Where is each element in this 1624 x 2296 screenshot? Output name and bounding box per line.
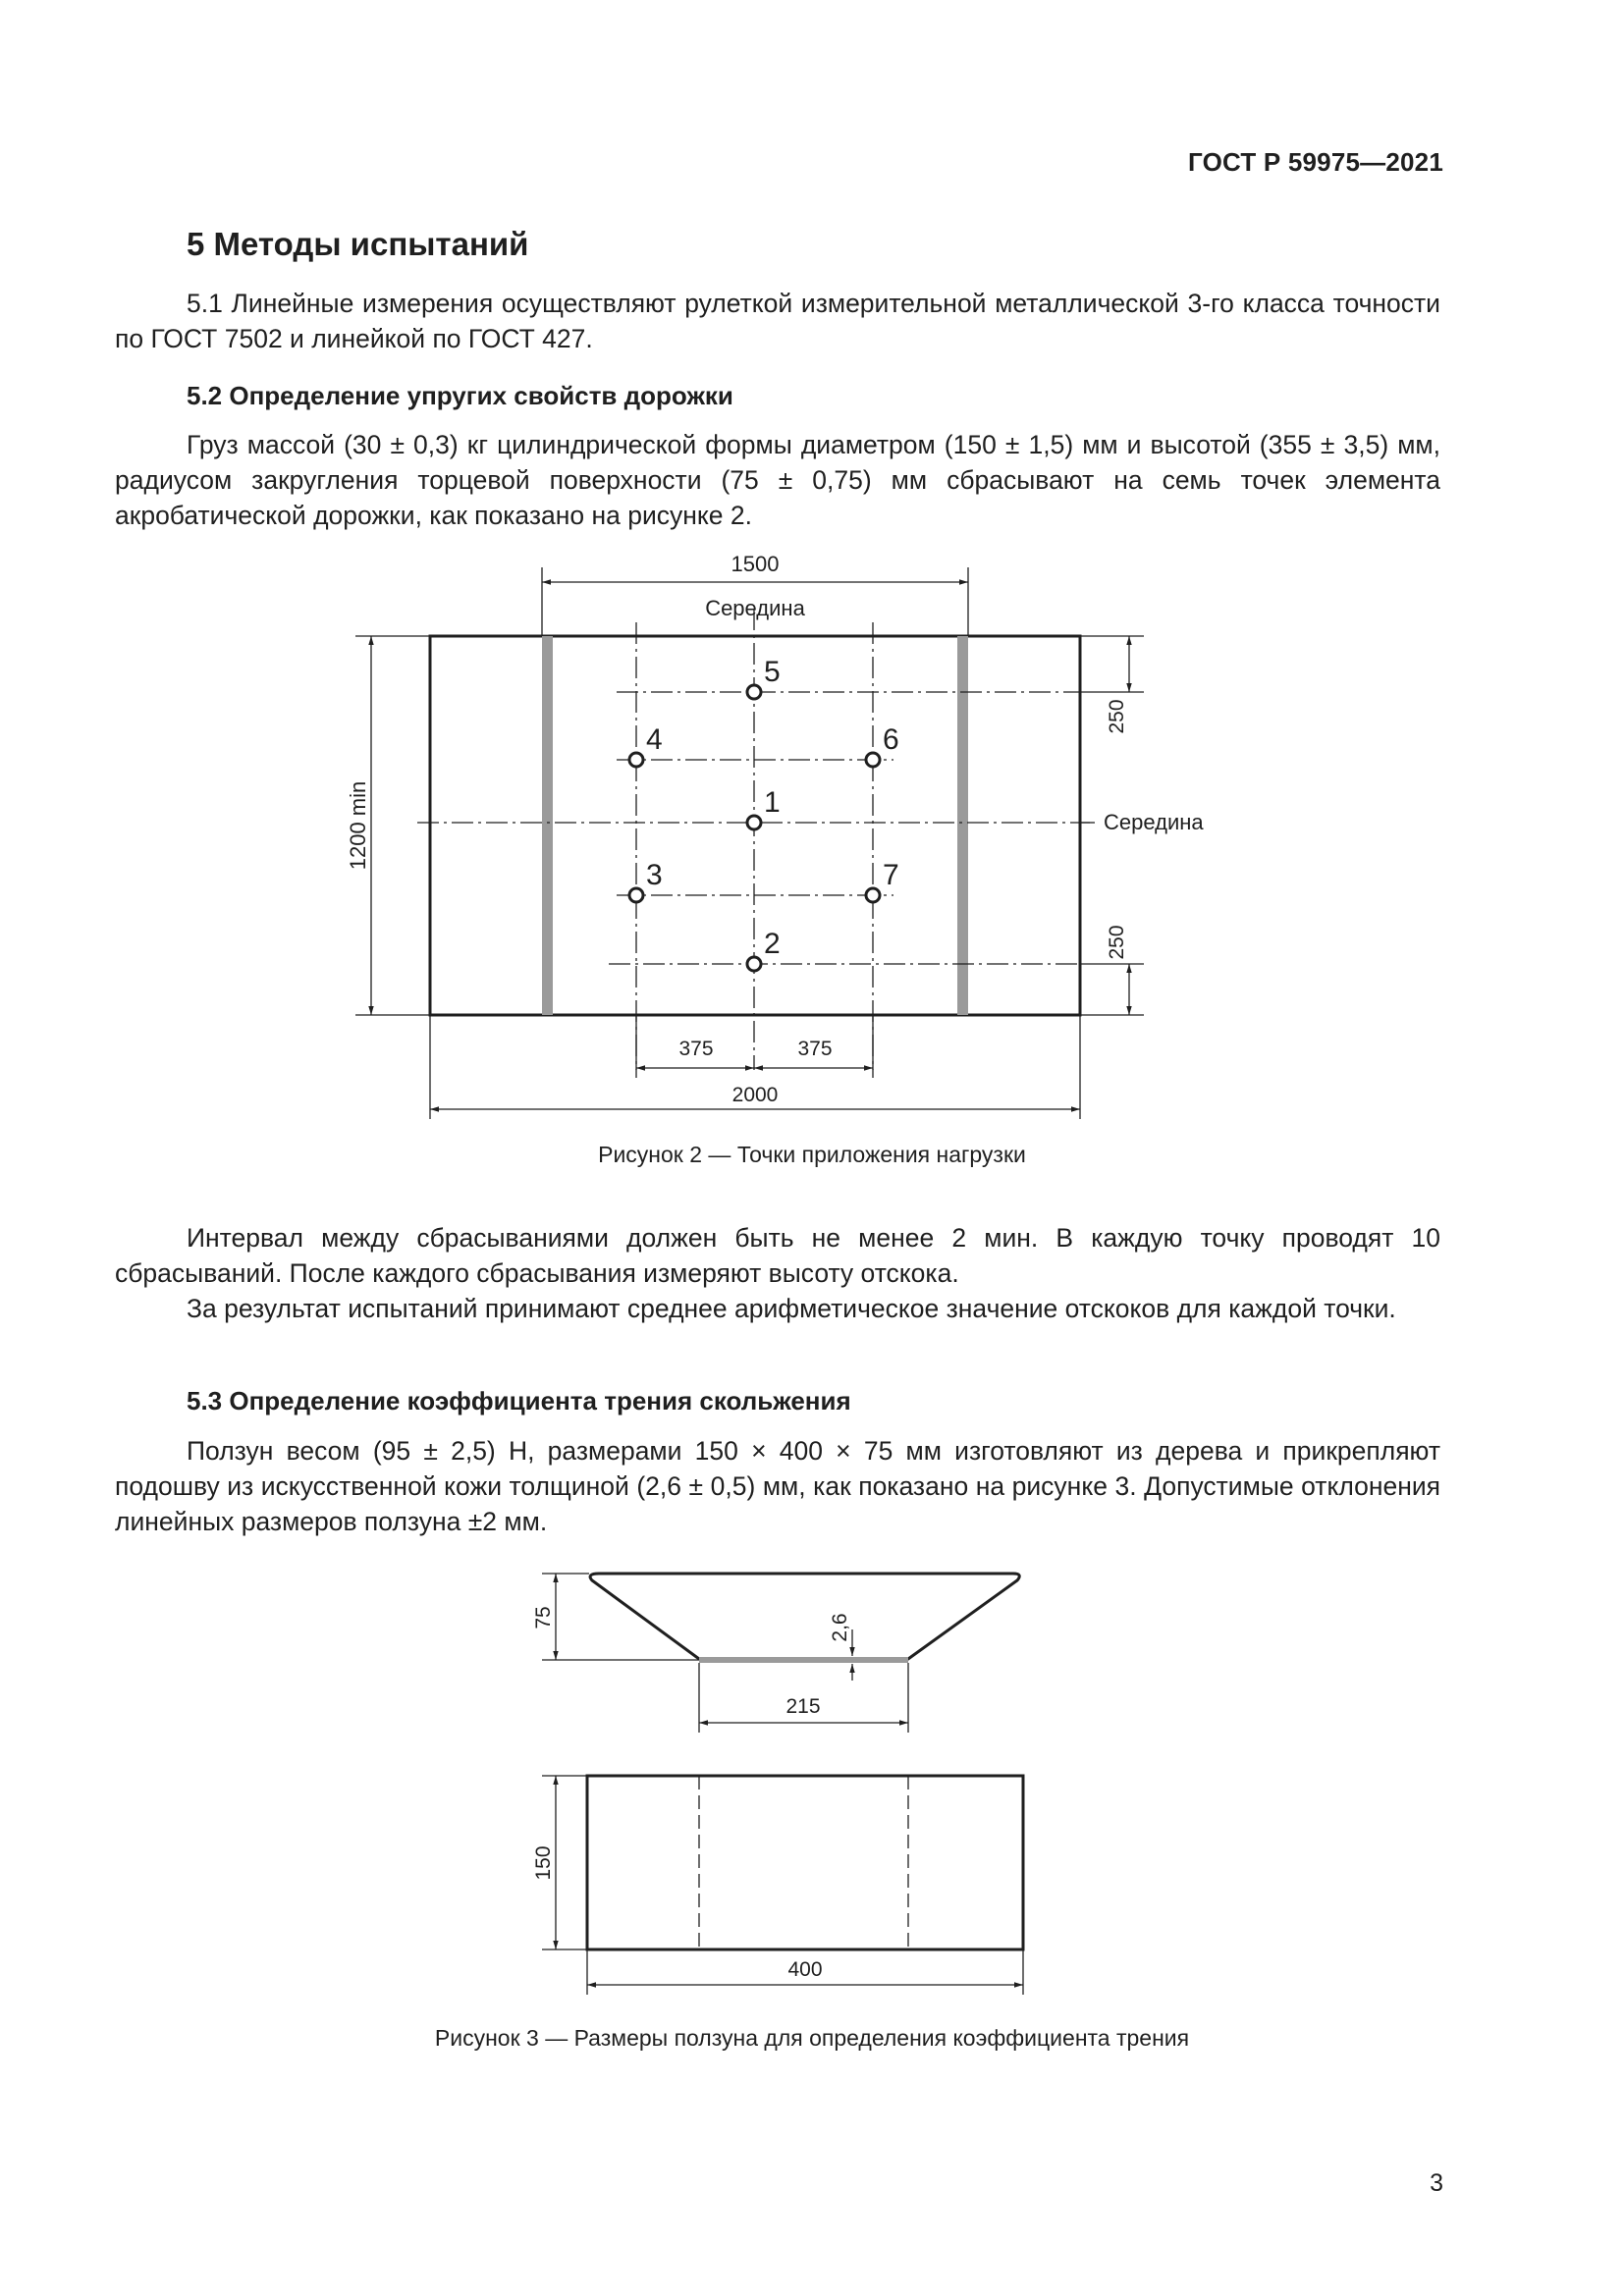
load-point-4-label: 4 bbox=[646, 723, 663, 756]
dim-150-label: 150 bbox=[532, 1845, 555, 1881]
label-middle-right: Середина bbox=[1104, 810, 1204, 834]
paragraph-result bbox=[115, 1291, 1440, 1326]
paragraph-result-text: За результат испытаний принимают среднее арифметическое значение отскоков для каждой точки. bbox=[187, 1294, 1396, 1323]
dim-250-bottom-label: 250 bbox=[1106, 925, 1128, 960]
load-point-6-label: 6 bbox=[883, 723, 899, 756]
paragraph-5-3-text: Ползун весом (95 ± 2,5) Н, размерами 150 × 400 × 75 мм изготовляют из дерева и прикрепляют подошву из искусственной кожи толщиной (2,6 ± 0,5) мм, как показано на рисунке 3. Допустимые отклонения линейных размеров ползуна ±2 мм. bbox=[115, 1436, 1440, 1536]
figure-2-caption: Рисунок 2 — Точки приложения нагрузки bbox=[598, 1142, 1026, 1167]
section-title: 5 Методы испытаний bbox=[187, 226, 529, 262]
slider-top-view bbox=[587, 1776, 1023, 1949]
dim-215-label: 215 bbox=[785, 1695, 821, 1718]
load-point-4 bbox=[629, 753, 643, 767]
dim-75 bbox=[542, 1574, 699, 1660]
dim-75-label: 75 bbox=[532, 1606, 555, 1629]
dim-375-left-label: 375 bbox=[678, 1038, 714, 1060]
paragraph-5-1-text: 5.1 Линейные измерения осуществляют рулеткой измерительной металлической 3-го класса точности по ГОСТ 7502 и линейкой по ГОСТ 427. bbox=[115, 289, 1440, 353]
load-point-7-label: 7 bbox=[883, 859, 899, 891]
center-lines bbox=[417, 609, 1090, 1070]
load-point-7 bbox=[866, 888, 880, 902]
dim-250-top-label: 250 bbox=[1106, 699, 1128, 734]
load-point-5-label: 5 bbox=[764, 656, 781, 688]
dim-375-right-label: 375 bbox=[797, 1038, 833, 1060]
label-middle-top: Середина bbox=[705, 596, 805, 620]
dim-1500-label: 1500 bbox=[731, 552, 780, 576]
dim-2000-label: 2000 bbox=[731, 1084, 779, 1106]
track-band-right bbox=[957, 636, 968, 1015]
dim-1200-label: 1200 min bbox=[346, 780, 370, 871]
load-point-3 bbox=[629, 888, 643, 902]
subsection-5-3-title: 5.3 Определение коэффициента трения скольжения bbox=[187, 1386, 851, 1415]
figure-3-drawing bbox=[0, 1531, 1624, 2022]
load-point-2 bbox=[747, 957, 761, 971]
document-code: ГОСТ Р 59975—2021 bbox=[1188, 147, 1443, 177]
dim-2-6-label: 2,6 bbox=[829, 1613, 851, 1642]
paragraph-interval bbox=[115, 1220, 1440, 1291]
paragraph-5-3 bbox=[115, 1433, 1440, 1539]
paragraph-interval-text: Интервал между сбрасываниями должен быть не менее 2 мин. В каждую точку проводят 10 сбрасываний. После каждого сбрасывания измеряют высоту отскока. bbox=[115, 1223, 1440, 1288]
paragraph-5-2-text: Груз массой (30 ± 0,3) кг цилиндрической формы диаметром (150 ± 1,5) мм и высотой (355 ± 3,5) мм, радиусом закругления торцевой поверхности (75 ± 0,75) мм сбрасывают на семь точек элемента акробатической дорожки, как показано на рисунке 2. bbox=[115, 430, 1440, 530]
load-point-2-label: 2 bbox=[764, 928, 781, 960]
load-point-3-label: 3 bbox=[646, 859, 663, 891]
dim-400-label: 400 bbox=[787, 1958, 823, 1981]
page-number: 3 bbox=[1430, 2169, 1443, 2197]
load-point-1 bbox=[747, 816, 761, 829]
load-point-6 bbox=[866, 753, 880, 767]
slider-side-view bbox=[590, 1574, 1019, 1659]
subsection-5-2-title: 5.2 Определение упругих свойств дорожки bbox=[187, 381, 733, 410]
slider-sole-edges bbox=[699, 1776, 908, 1949]
slider-sole bbox=[699, 1657, 908, 1663]
load-point-1-label: 1 bbox=[764, 786, 781, 819]
figure-3-caption: Рисунок 3 — Размеры ползуна для определения коэффициента трения bbox=[434, 2025, 1190, 2051]
load-point-5 bbox=[747, 685, 761, 699]
track-band-left bbox=[542, 636, 553, 1015]
